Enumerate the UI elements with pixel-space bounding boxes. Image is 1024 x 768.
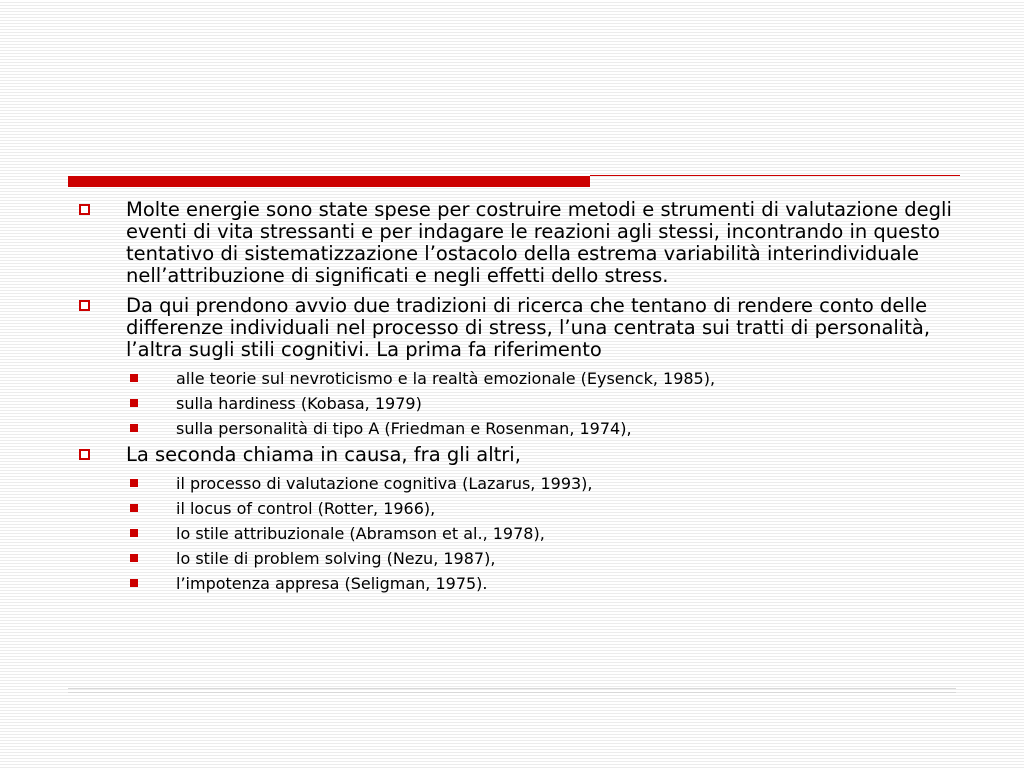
bullet-text: Da qui prendono avvio due tradizioni di ricerca che tentano di rendere conto delle differenze individuali nel processo di stress, l’una centrata sui tratti di personalità, l’altra sugli stili cognitivi. La prima fa riferimento — [126, 294, 931, 361]
sub-bullet-item — [68, 574, 958, 593]
footer-divider — [68, 688, 956, 693]
sub-bullet-text: lo stile attribuzionale (Abramson et al., 1978), — [176, 524, 545, 543]
sub-bullet-text: il locus of control (Rotter, 1966), — [176, 499, 436, 518]
filled-square-bullet-icon — [130, 479, 138, 487]
filled-square-bullet-icon — [130, 374, 138, 382]
sub-bullet-text: sulla hardiness (Kobasa, 1979) — [176, 394, 422, 413]
bullet-list — [68, 199, 958, 593]
sub-bullet-text: alle teorie sul nevroticismo e la realtà emozionale (Eysenck, 1985), — [176, 369, 716, 388]
sub-bullet-item — [68, 419, 958, 438]
filled-square-bullet-icon — [130, 424, 138, 432]
sub-bullet-item — [68, 474, 958, 493]
filled-square-bullet-icon — [130, 399, 138, 407]
filled-square-bullet-icon — [130, 554, 138, 562]
bullet-item — [68, 199, 958, 287]
square-bullet-icon — [79, 300, 90, 311]
sub-bullet-item — [68, 499, 958, 518]
square-bullet-icon — [79, 204, 90, 215]
title-accent-bar — [68, 176, 590, 187]
bullet-item — [68, 444, 958, 466]
sub-bullet-text: l’impotenza appresa (Seligman, 1975). — [176, 574, 488, 593]
sub-bullet-text: sulla personalità di tipo A (Friedman e Rosenman, 1974), — [176, 419, 632, 438]
sub-bullet-text: lo stile di problem solving (Nezu, 1987), — [176, 549, 496, 568]
sub-bullet-item — [68, 549, 958, 568]
filled-square-bullet-icon — [130, 504, 138, 512]
filled-square-bullet-icon — [130, 529, 138, 537]
bullet-text: Molte energie sono state spese per costruire metodi e strumenti di valutazione degli eventi di vita stressanti e per indagare le reazioni agli stessi, incontrando in questo tentativo di sistematizzazione l’ostacolo della estrema variabilità interindividuale nell’attribuzione di significati e negli effetti dello stress. — [126, 198, 952, 287]
bullet-text: La seconda chiama in causa, fra gli altri, — [126, 443, 521, 466]
title-accent-line — [590, 175, 960, 176]
sub-bullet-item — [68, 524, 958, 543]
bullet-item — [68, 295, 958, 361]
sub-bullet-item — [68, 394, 958, 413]
filled-square-bullet-icon — [130, 579, 138, 587]
square-bullet-icon — [79, 449, 90, 460]
sub-bullet-item — [68, 369, 958, 388]
sub-bullet-text: il processo di valutazione cognitiva (Lazarus, 1993), — [176, 474, 593, 493]
